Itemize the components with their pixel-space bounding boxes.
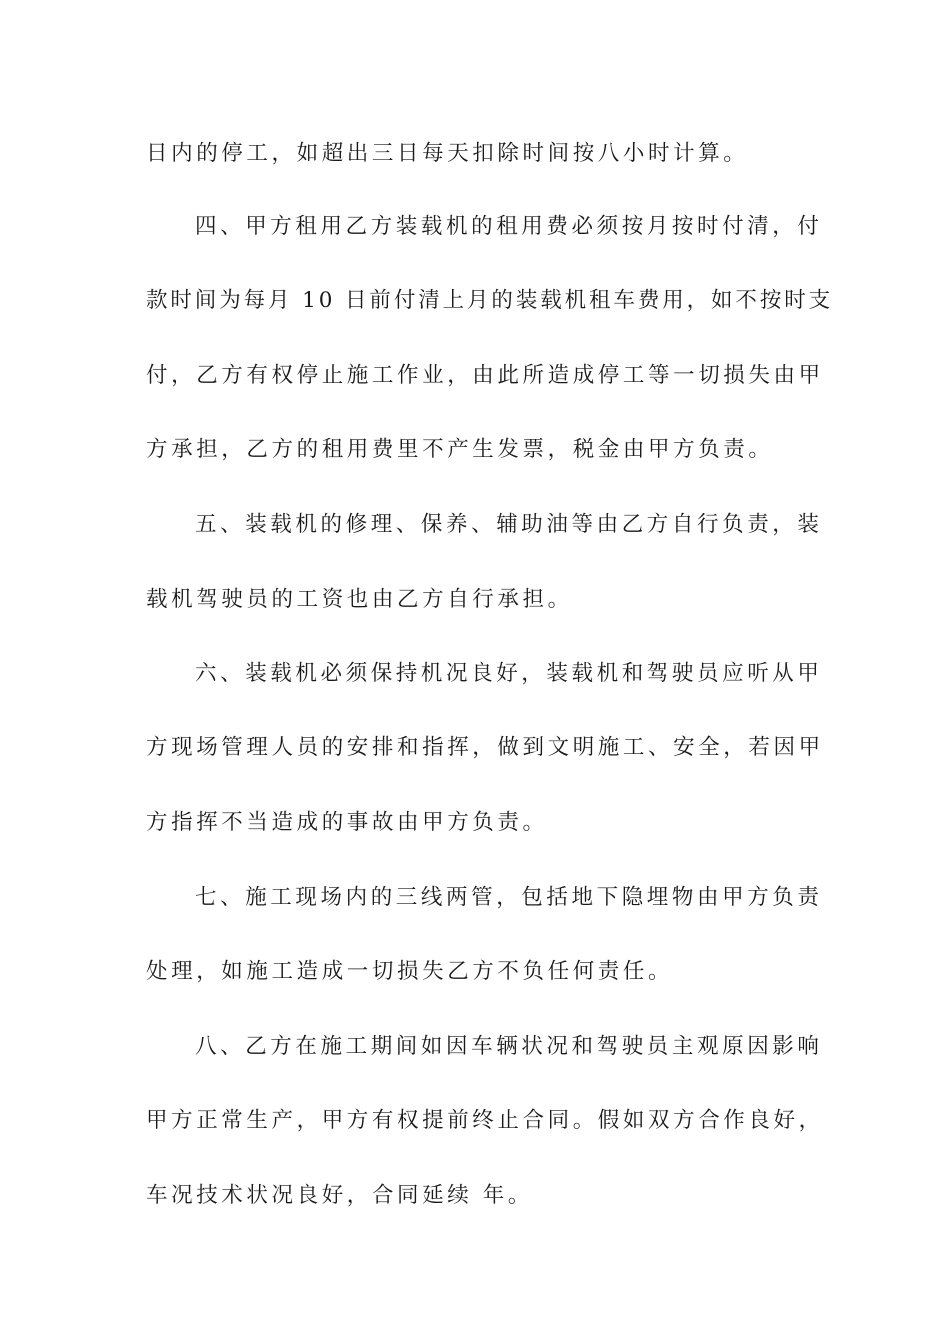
clause-8-line-1: 八、乙方在施工期间如因车辆状况和驾驶员主观原因影响 — [195, 1034, 823, 1059]
clause-8-line-3: 车况技术状况良好，合同延续 年。 — [146, 1183, 533, 1208]
clause-4-line-4: 方承担，乙方的租用费里不产生发票，税金由甲方负责。 — [146, 437, 774, 462]
clause-7-line-2: 处理，如施工造成一切损失乙方不负任何责任。 — [146, 959, 674, 984]
clause-4-line-1: 四、甲方租用乙方装载机的租用费必须按月按时付清，付 — [195, 214, 823, 239]
clause-6-line-1: 六、装载机必须保持机况良好，装载机和驾驶员应听从甲 — [195, 661, 823, 686]
clause-4-line-3: 付，乙方有权停止施工作业，由此所造成停工等一切损失由甲 — [146, 363, 824, 388]
clause-5-line-2: 载机驾驶员的工资也由乙方自行承担。 — [146, 587, 573, 612]
clause-6-line-3: 方指挥不当造成的事故由甲方负责。 — [146, 810, 548, 835]
text-line-1: 日内的停工，如超出三日每天扣除时间按八小时计算。 — [146, 141, 749, 166]
clause-6-line-2: 方现场管理人员的安排和指挥，做到文明施工、安全，若因甲 — [146, 735, 824, 760]
clause-8-line-2: 甲方正常生产，甲方有权提前终止合同。假如双方合作良好， — [146, 1108, 824, 1133]
clause-5-line-1: 五、装载机的修理、保养、辅助油等由乙方自行负责，装 — [195, 512, 823, 537]
clause-7-line-1: 七、施工现场内的三线两管，包括地下隐埋物由甲方负责 — [195, 885, 823, 910]
clause-4-line-2: 款时间为每月 10 日前付清上月的装载机租车费用，如不按时支 — [146, 288, 834, 313]
